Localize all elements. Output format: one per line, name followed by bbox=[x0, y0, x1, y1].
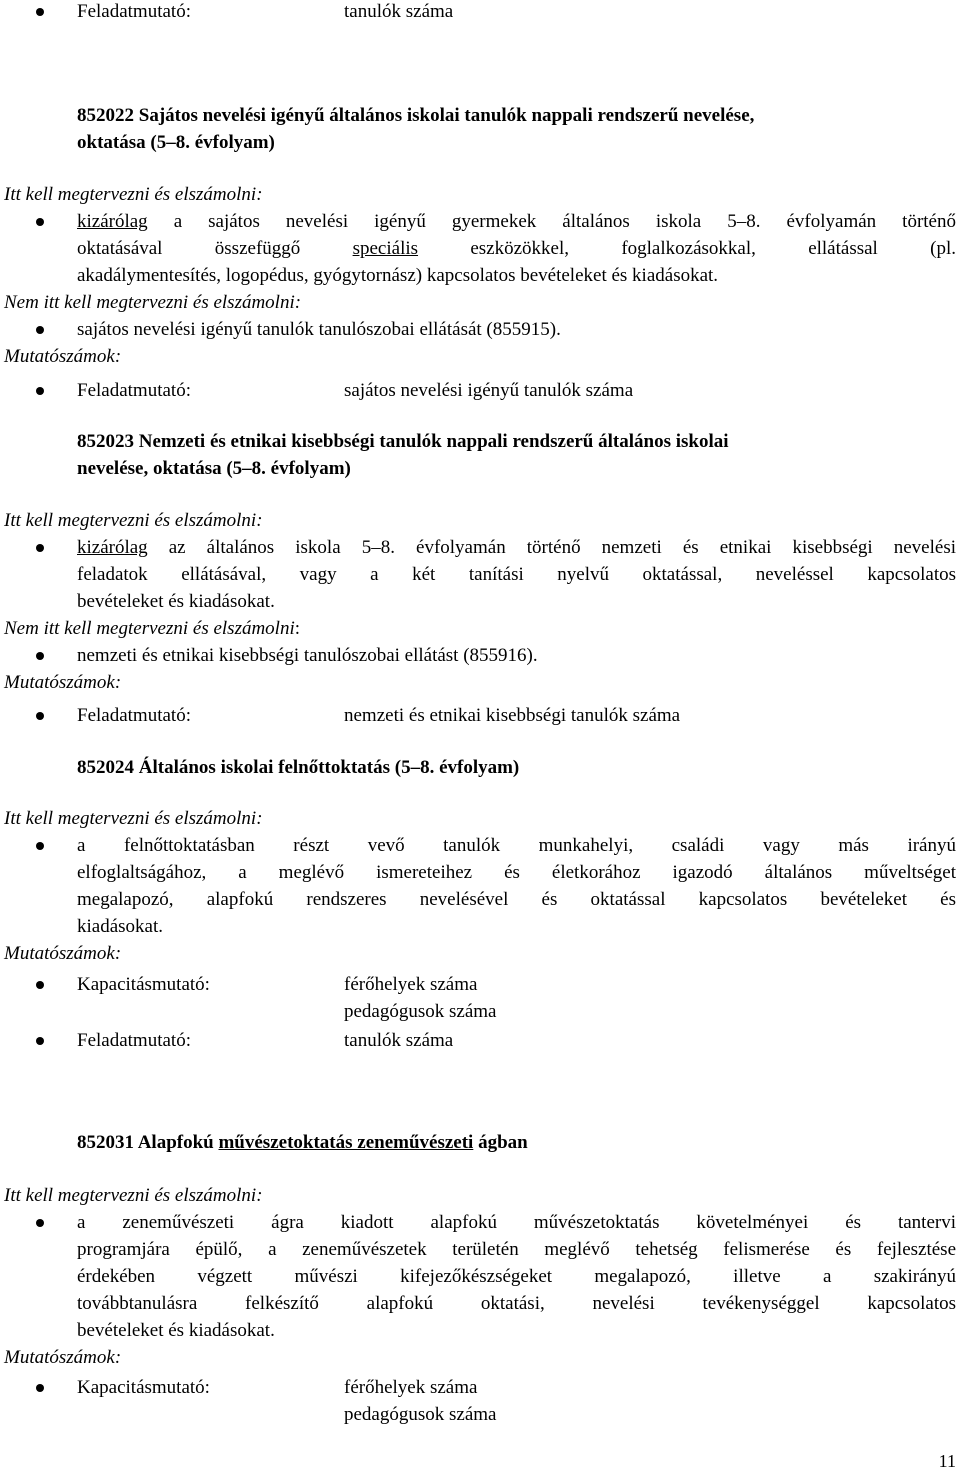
list-item: Feladatmutató: tanulók száma bbox=[0, 1029, 960, 1053]
indicators-label: Mutatószámok: bbox=[4, 943, 122, 964]
list-item: Kapacitásmutató: férőhelyek száma bbox=[0, 973, 960, 997]
list-item: Feladatmutató: sajátos nevelési igényű tanulók száma bbox=[0, 379, 960, 403]
bullet-icon bbox=[36, 1219, 44, 1227]
list-item-continuation: bevételeket és kiadásokat. bbox=[77, 1320, 275, 1341]
list-item-continuation: feladatok ellátásával, vagy a két tanítási nyelvű oktatással, neveléssel kapcsolatos bbox=[77, 564, 956, 585]
bullet-icon bbox=[36, 652, 44, 660]
list-item bbox=[0, 0, 960, 24]
list-item-continuation: programjára épülő, a zeneművészetek területén meglévő tehetség felismerése és fejlesztése bbox=[77, 1239, 956, 1260]
bullet-icon bbox=[36, 326, 44, 334]
bullet-icon bbox=[36, 544, 44, 552]
item-label: Feladatmutató: bbox=[77, 1, 191, 22]
list-item: kizárólag az általános iskola 5–8. évfolyamán történő nemzeti és etnikai kisebbségi nevelési bbox=[0, 536, 960, 560]
page-number: 11 bbox=[938, 1451, 956, 1471]
section-heading: 852024 Általános iskolai felnőttoktatás (5–8. évfolyam) bbox=[77, 757, 520, 778]
noplan-label: Nem itt kell megtervezni és elszámolni: bbox=[4, 618, 301, 639]
bullet-icon bbox=[36, 387, 44, 395]
bullet-icon bbox=[36, 1384, 44, 1392]
list-item: a felnőttoktatásban részt vevő tanulók munkahelyi, családi vagy más irányú bbox=[0, 834, 960, 858]
indicators-label: Mutatószámok: bbox=[4, 1347, 122, 1368]
bullet-icon bbox=[36, 218, 44, 226]
list-item: Feladatmutató: nemzeti és etnikai kisebbségi tanulók száma bbox=[0, 704, 960, 728]
bullet-icon bbox=[36, 1037, 44, 1045]
bullet-icon bbox=[36, 842, 44, 850]
section-heading: nevelése, oktatása (5–8. évfolyam) bbox=[77, 458, 351, 479]
bullet-icon bbox=[36, 712, 44, 720]
plan-label: Itt kell megtervezni és elszámolni: bbox=[4, 510, 263, 531]
list-item-continuation: pedagógusok száma bbox=[344, 1001, 497, 1022]
list-item-continuation: oktatásával összefüggő speciális eszközökkel, foglalkozásokkal, ellátással (pl. bbox=[77, 238, 956, 259]
noplan-label: Nem itt kell megtervezni és elszámolni: bbox=[4, 292, 302, 313]
indicators-label: Mutatószámok: bbox=[4, 346, 122, 367]
list-item-continuation: kiadásokat. bbox=[77, 916, 164, 937]
list-item-continuation: pedagógusok száma bbox=[344, 1404, 497, 1425]
list-item: sajátos nevelési igényű tanulók tanulószobai ellátását (855915). bbox=[0, 318, 960, 342]
list-item-continuation: bevételeket és kiadásokat. bbox=[77, 591, 275, 612]
item-value: tanulók száma bbox=[344, 1, 454, 22]
list-item-continuation: megalapozó, alapfokú rendszeres nevelésével és oktatással kapcsolatos bevételeket és bbox=[77, 889, 956, 910]
list-item: a zeneművészeti ágra kiadott alapfokú művészetoktatás követelményei és tantervi bbox=[0, 1211, 960, 1235]
section-heading: 852031 Alapfokú művészetoktatás zeneművészeti ágban bbox=[77, 1132, 528, 1153]
list-item: nemzeti és etnikai kisebbségi tanulószobai ellátást (855916). bbox=[0, 644, 960, 668]
plan-label: Itt kell megtervezni és elszámolni: bbox=[4, 808, 263, 829]
list-item: Kapacitásmutató: férőhelyek száma bbox=[0, 1376, 960, 1400]
bullet-icon bbox=[36, 8, 44, 16]
list-item-continuation: továbbtanulásra felkészítő alapfokú oktatási, nevelési tevékenységgel kapcsolatos bbox=[77, 1293, 956, 1314]
section-heading: oktatása (5–8. évfolyam) bbox=[77, 132, 275, 153]
bullet-icon bbox=[36, 981, 44, 989]
section-heading: 852022 Sajátos nevelési igényű általános iskolai tanulók nappali rendszerű nevelése, bbox=[77, 105, 755, 126]
list-item-continuation: akadálymentesítés, logopédus, gyógytornász) kapcsolatos bevételeket és kiadásokat. bbox=[77, 265, 719, 286]
plan-label: Itt kell megtervezni és elszámolni: bbox=[4, 1185, 263, 1206]
list-item: kizárólag a sajátos nevelési igényű gyermekek általános iskola 5–8. évfolyamán történő bbox=[0, 210, 960, 234]
list-item-continuation: elfoglaltságához, a meglévő ismereteihez és életkorához igazodó általános műveltséget bbox=[77, 862, 956, 883]
plan-label: Itt kell megtervezni és elszámolni: bbox=[4, 184, 263, 205]
list-item-continuation: érdekében végzett művészi kifejezőkészségeket megalapozó, illetve a szakirányú bbox=[77, 1266, 956, 1287]
indicators-label: Mutatószámok: bbox=[4, 672, 122, 693]
section-heading: 852023 Nemzeti és etnikai kisebbségi tanulók nappali rendszerű általános iskolai bbox=[77, 431, 729, 452]
